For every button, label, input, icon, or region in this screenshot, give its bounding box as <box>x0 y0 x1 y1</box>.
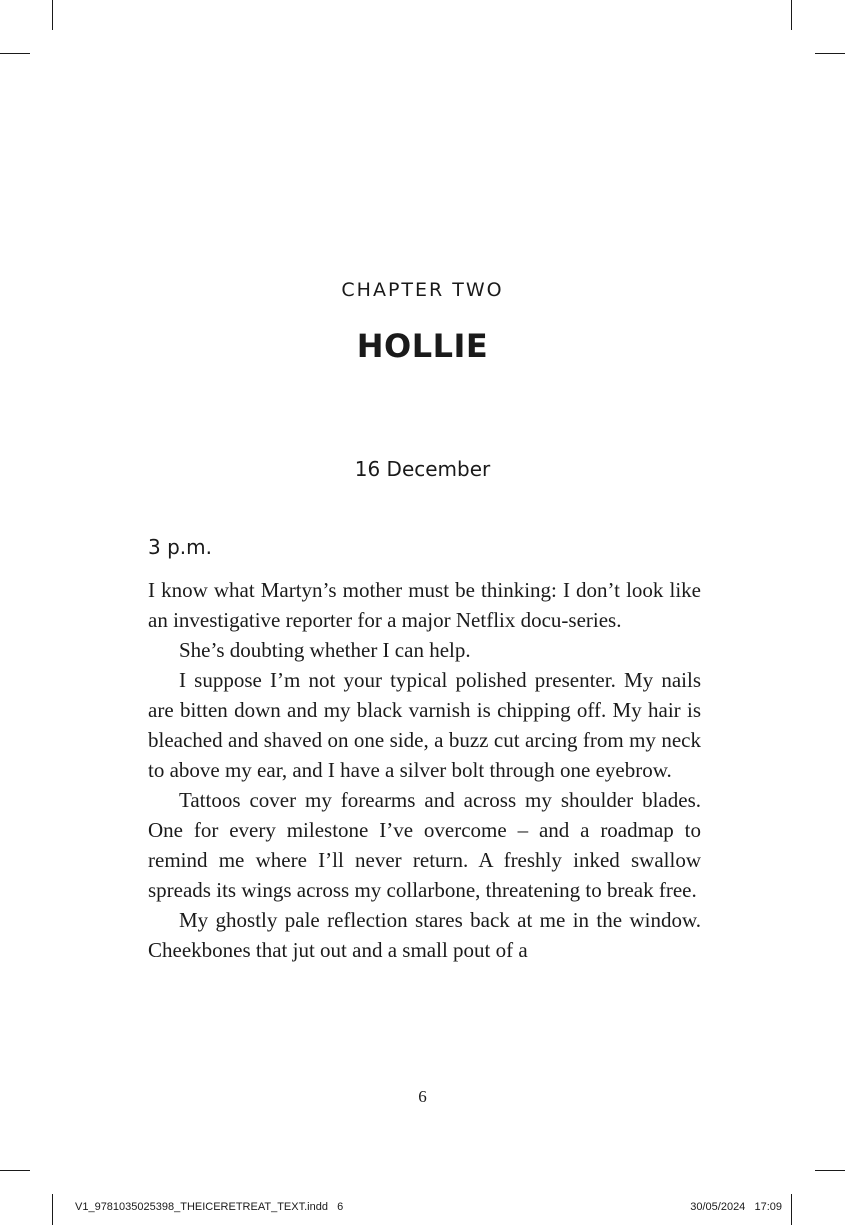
crop-mark-bottom-right <box>791 1194 792 1225</box>
crop-mark-right-top <box>815 53 845 54</box>
crop-mark-top-right <box>791 0 792 30</box>
crop-mark-bottom-left <box>52 1194 53 1225</box>
slug-filename: V1_9781035025398_THEICERETREAT_TEXT.indd 6 <box>75 1201 344 1213</box>
paragraph: I suppose I’m not your typical polished presenter. My nails are bitten down and my black varnish is chipping off. My hair is bleached and shaved on one side, a buzz cut arcing from my neck to above my ear, and I have a silver bolt through one eyebrow. <box>148 668 701 782</box>
crop-mark-left-top <box>0 53 30 54</box>
paragraph: She’s doubting whether I can help. <box>179 638 471 662</box>
chapter-label: CHAPTER TWO <box>341 279 504 301</box>
body-text <box>148 575 701 965</box>
date-heading: 16 December <box>354 457 491 481</box>
page-number: 6 <box>418 1087 427 1106</box>
chapter-title: HOLLIE <box>356 327 489 365</box>
crop-mark-right-bottom <box>815 1170 845 1171</box>
paragraph: My ghostly pale reflection stares back at me in the window. Cheekbones that jut out and a small pout of a <box>148 908 701 962</box>
paragraph: Tattoos cover my forearms and across my shoulder blades. One for every milestone I’ve overcome – and a roadmap to remind me where I’ll never return. A freshly inked swallow spreads its wings across my collarbone, threatening to break free. <box>148 788 701 902</box>
paragraph: I know what Martyn’s mother must be thinking: I don’t look like an investigative reporter for a major Netflix docu-series. <box>148 578 701 632</box>
slug-timestamp: 30/05/2024 17:09 <box>690 1201 782 1213</box>
crop-mark-top-left <box>52 0 53 30</box>
time-heading: 3 p.m. <box>148 535 212 559</box>
crop-mark-left-bottom <box>0 1170 30 1171</box>
